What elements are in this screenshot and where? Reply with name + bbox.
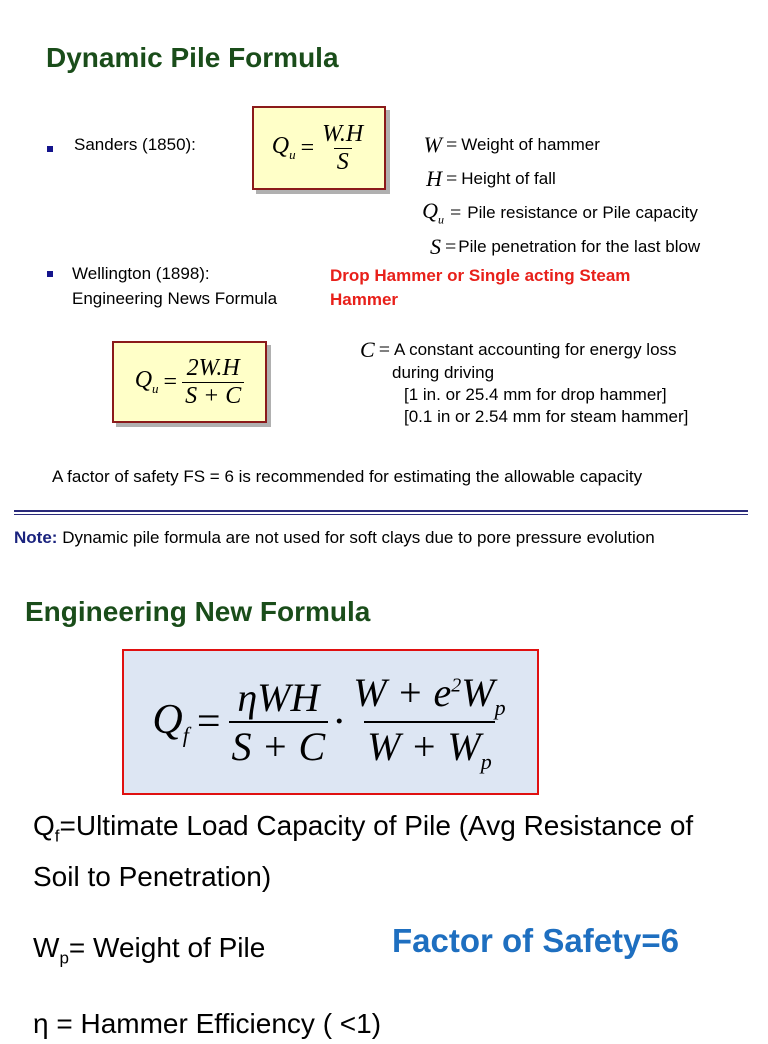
page-title: Dynamic Pile Formula (46, 42, 339, 73)
bullet-icon (47, 146, 53, 152)
factor-of-safety-highlight: Factor of Safety=6 (392, 922, 680, 959)
note (14, 528, 655, 548)
definition-qu: $Q_u$ = Pile resistance or Pile capacity (422, 198, 698, 227)
engineering-new-formula-box: $Q_f$ = $\frac{\text{ηWH}}{S + C}$ · $\frac{W + e^2W_p}{W + W_p}$ (122, 649, 539, 795)
hammer-type-note: Drop Hammer or Single acting Steam Hammer (330, 266, 631, 309)
formula-lhs: $Q_u$ (271, 133, 296, 162)
note-label: Note: (14, 528, 58, 547)
divider-thin (14, 514, 748, 515)
formula-fraction: $\frac{W.H}{S}$ (322, 120, 364, 175)
definition-w: W = Weight of hammer (423, 132, 600, 157)
definition-s: S = Pile penetration for the last blow (430, 234, 701, 259)
sanders-formula-box (252, 106, 386, 190)
section-title: Engineering New Formula (25, 596, 371, 627)
qf-definition: $Q_f=Ultimate$ Load Capacity of Pile (Avg Resistance of Soil to Penetration) (33, 810, 694, 892)
eta-definition: η = Hammer Efficiency ( <1) (33, 1008, 382, 1039)
bullet-icon (47, 271, 53, 277)
sanders-label: Sanders (1850): (74, 135, 196, 154)
constant-c-definition: C = A constant accounting for energy loss during driving [1 in. or 25.4 mm for drop hammer] [0.1 in or 2.54 mm for steam hammer] (360, 337, 689, 426)
factor-of-safety-text: A factor of safety FS = 6 is recommended for estimating the allowable capacity (52, 467, 643, 486)
wp-definition: $W_p=$ Weight of Pile (33, 932, 266, 968)
formula-fraction-2: $\frac{W + e^2W_p}{W + W_p}$ (353, 670, 506, 774)
formula-fraction-1: $\frac{\text{ηWH}}{S + C}$ (229, 674, 329, 770)
engineering-news-formula-box: $Q_u$ = $\frac{2W.H}{S + C}$ (112, 341, 267, 423)
formula-equals: = (300, 134, 315, 161)
sanders-definitions (420, 128, 760, 264)
divider (14, 510, 748, 512)
formula-fraction: $\frac{2W.H}{S + C}$ (182, 355, 244, 410)
note-text: Dynamic pile formula are not used for soft clays due to pore pressure evolution (62, 528, 655, 547)
definition-h: H = Height of fall (426, 166, 556, 191)
wellington-label: Wellington (1898): Engineering News Formula (72, 264, 278, 308)
